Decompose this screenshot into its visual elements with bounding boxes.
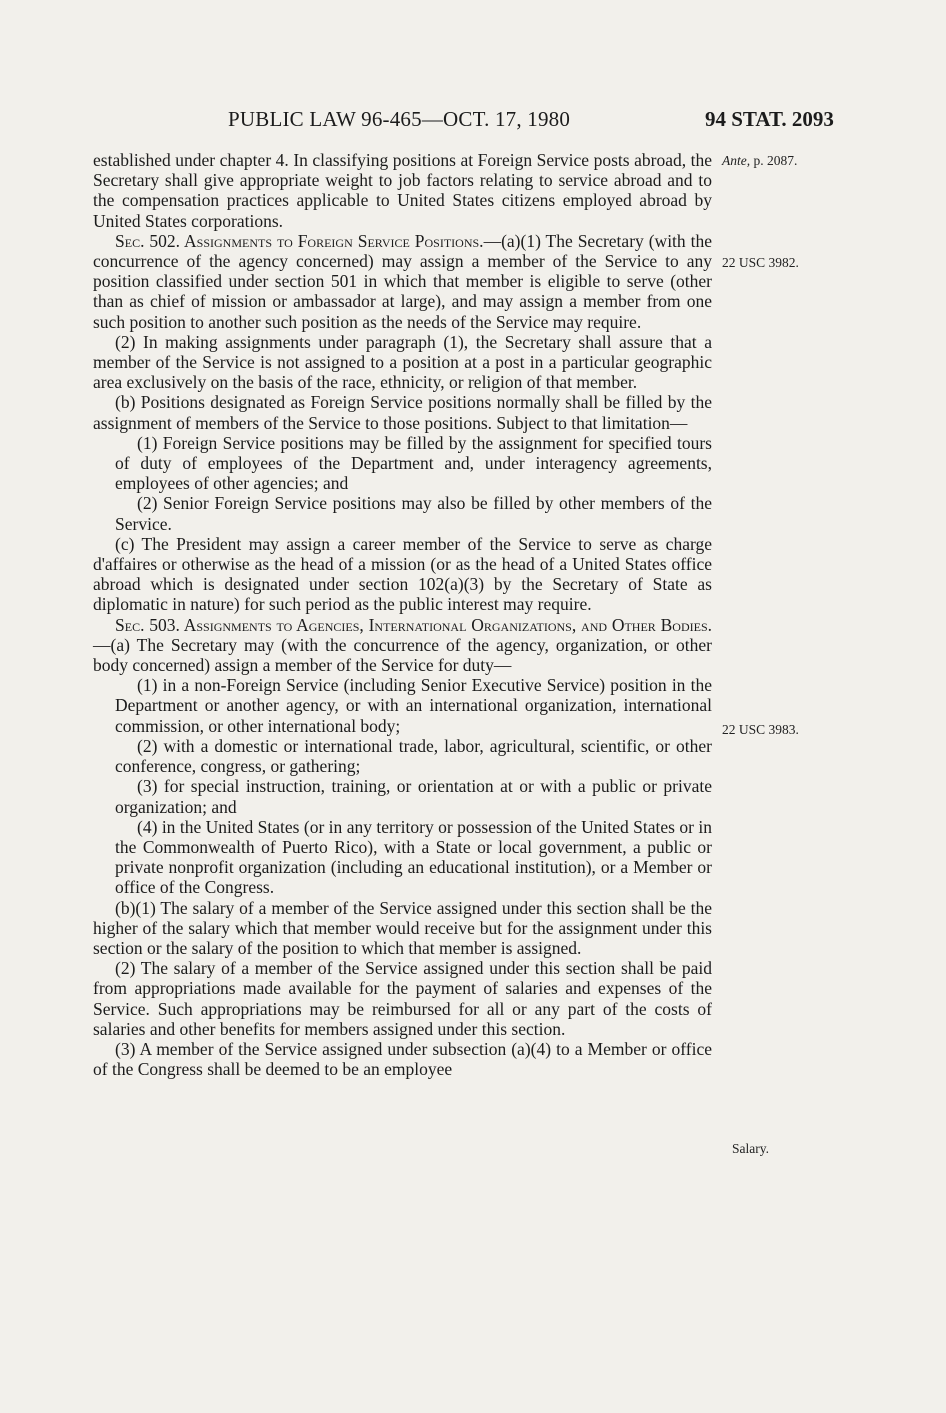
paragraph: (3) A member of the Service assigned under subsection (a)(4) to a Member or office of the Congress shall be deemed to be an employee <box>93 1038 712 1080</box>
paragraph: (2) The salary of a member of the Service assigned under this section shall be paid from appropriations made available for the payment of salaries and expenses of the Service. Such appropriations may be reimbursed for all or any part of the costs of salaries and other benefits for members assigned under this section. <box>93 958 712 1039</box>
section-heading: Sec. 503. Assignments to Agencies, International Organizations, and Other Bodies. <box>115 614 712 635</box>
body-text <box>93 150 712 1079</box>
margin-note-usc-3982: 22 USC 3982. <box>722 255 799 270</box>
paragraph: (1) Foreign Service positions may be filled by the assignment for specified tours of duty of employees of the Department and, under interagency agreements, employees of other agencies; and <box>115 432 712 494</box>
section-503-paragraph <box>93 615 712 676</box>
statute-page-number: 94 STAT. 2093 <box>705 107 834 131</box>
margin-note-salary: Salary. <box>732 1141 769 1156</box>
paragraph: (c) The President may assign a career member of the Service to serve as charge d'affaires or otherwise as the head of a mission (or as the head of a United States office abroad which is designated under section 102(a)(3) by the Secretary of State as diplomatic in nature) for such period as the public interest may require. <box>93 533 712 615</box>
paragraph: (2) with a domestic or international trade, labor, agricultural, scientific, or other conference, congress, or gathering; <box>115 735 712 777</box>
section-502-paragraph <box>93 231 712 332</box>
margin-note-ante-page: p. 2087. <box>750 153 798 168</box>
paragraph: (2) In making assignments under paragraph (1), the Secretary shall assure that a member of the Service is not assigned to a position at a post in a particular geographic area exclusively on the basis of the race, ethnicity, or religion of that member. <box>93 331 712 393</box>
margin-note-ante <box>722 153 797 169</box>
margin-note-usc-3983: 22 USC 3983. <box>722 722 799 737</box>
paragraph: established under chapter 4. In classifying positions at Foreign Service posts abroad, the Secretary shall give appropriate weight to job factors relating to service abroad and to the compensation practices applicable to United States citizens employed abroad by United States corporations. <box>93 150 712 231</box>
margin-note-ante-italic: Ante, <box>722 153 751 168</box>
page-header <box>0 107 946 137</box>
paragraph: (1) in a non-Foreign Service (including Senior Executive Service) position in the Department or another agency, or with an international organization, international commission, or other international body; <box>115 675 712 736</box>
paragraph: (3) for special instruction, training, or orientation at or with a public or private organization; and <box>115 776 712 817</box>
page-title: PUBLIC LAW 96-465—OCT. 17, 1980 <box>228 107 571 131</box>
paragraph: (4) in the United States (or in any territory or possession of the United States or in the Commonwealth of Puerto Rico), with a State or local government, a public or private nonprofit organization (including an educational institution), or a Member or office of the Congress. <box>115 816 712 898</box>
section-heading: Sec. 502. Assignments to Foreign Service Positions. <box>115 230 484 251</box>
section-text: —(a) The Secretary may (with the concurrence of the agency, organization, or other body concerned) assign a member of the Service for duty— <box>93 634 712 676</box>
paragraph: (b) Positions designated as Foreign Service positions normally shall be filled by the assignment of members of the Service to those positions. Subject to that limitation— <box>93 392 712 433</box>
section-text: —(a)(1) The Secretary (with the concurrence of the agency concerned) may assign a member of the Service to any position classified under section 501 in which that member is eligible to serve (other than as chief of mission or ambassador at large), and may assign a member from one such position to another such position as the needs of the Service may require. <box>93 230 713 332</box>
paragraph: (b)(1) The salary of a member of the Service assigned under this section shall be the higher of the salary which that member would receive but for the assignment under this section or the salary of the position to which that member is assigned. <box>93 897 712 958</box>
paragraph: (2) Senior Foreign Service positions may also be filled by other members of the Service. <box>115 493 712 534</box>
